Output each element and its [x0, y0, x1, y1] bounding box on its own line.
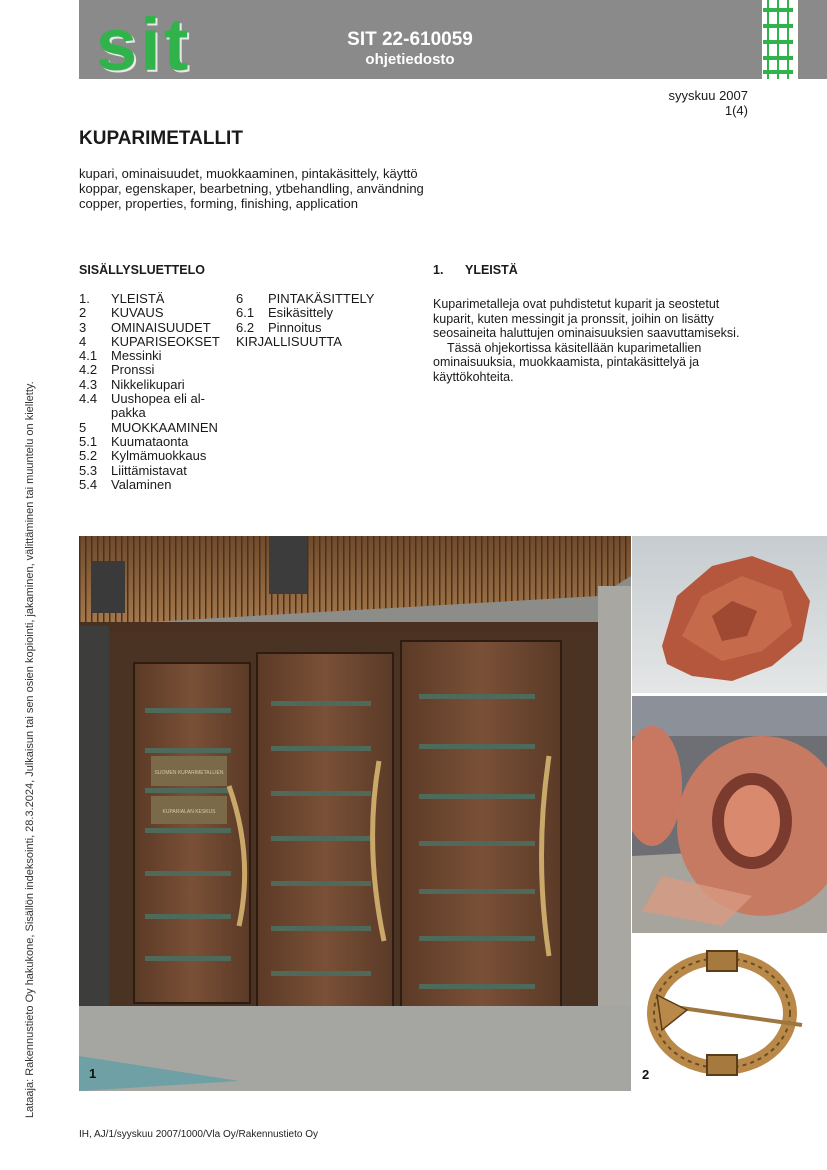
section-body: [433, 297, 749, 384]
toc-label: OMINAISUUDET: [111, 319, 211, 335]
page-number: 1(4): [724, 103, 748, 118]
document-code: SIT 22-610059: [347, 29, 473, 50]
toc-label: KIRJALLISUUTTA: [236, 333, 342, 349]
toc-label: Liittämistavat: [111, 462, 187, 478]
section-number: 1.: [433, 263, 444, 277]
copper-ore-photo: [632, 536, 827, 693]
paragraph: Kuparimetalleja ovat puhdistetut kuparit ja seostetut kuparit, kuten messingit ja pronssit, joihin on lisätty seosaineita haluttujen ominaisuuksien saavuttamiseksi.: [433, 297, 740, 340]
bronze-brooch-photo: [632, 935, 827, 1091]
toc-number: 5.2: [79, 448, 98, 464]
toc-item: [79, 378, 229, 392]
section-heading: [433, 263, 518, 277]
toc-label: Messinki: [111, 348, 162, 364]
toc-number: 4.1: [79, 348, 98, 364]
toc-label: MUOKKAAMINEN: [111, 419, 218, 435]
date-block: [669, 88, 749, 118]
copper-door-photo: [79, 536, 631, 1091]
keywords-swedish: koppar, egenskaper, bearbetning, ytbehandling, användning: [79, 181, 424, 196]
toc-item: [79, 449, 229, 463]
toc-number: 6: [236, 291, 244, 306]
toc-item: [79, 363, 229, 377]
toc-item: [79, 292, 229, 306]
toc-number: 6.1: [236, 305, 255, 321]
toc-number: 4.4: [79, 391, 98, 407]
toc-number: 4.2: [79, 362, 98, 378]
figure-2-number: 2: [642, 1067, 650, 1082]
toc-label: Pinnoitus: [268, 319, 322, 335]
toc-label: KUVAUS: [111, 305, 164, 321]
keywords-finnish: kupari, ominaisuudet, muokkaaminen, pintakäsittely, käyttö: [79, 166, 418, 181]
door-plaque-1: SUOMEN KUPARIMETALLIEN: [154, 770, 224, 776]
toc-item: [79, 392, 229, 421]
toc-item: [79, 349, 229, 363]
footer-imprint: IH, AJ/1/syyskuu 2007/1000/Vla Oy/Rakennustieto Oy: [79, 1129, 319, 1140]
sit-logo: sit: [96, 3, 192, 86]
toc-item: [79, 306, 229, 320]
toc-item: [79, 421, 229, 435]
toc-label: Valaminen: [111, 476, 172, 492]
toc-label: Kylmämuokkaus: [111, 448, 207, 464]
toc-number: 4.3: [79, 376, 98, 392]
toc-number: 2: [79, 305, 87, 321]
toc-item: [236, 306, 386, 320]
keywords: [79, 166, 424, 211]
toc-item: [79, 464, 229, 478]
toc-number: 5.3: [79, 462, 98, 478]
toc-label: Uushopea eli al-pakka: [111, 391, 205, 421]
paragraph: Tässä ohjekortissa käsitellään kuparimetallien ominaisuuksia, muokkaamista, pintakäsittelyä ja käyttökohteita.: [433, 340, 702, 384]
toc-label: Nikkelikupari: [111, 376, 185, 392]
toc-left-column: [79, 292, 229, 492]
toc-item: [236, 292, 386, 306]
toc-heading: SISÄLLYSLUETTELO: [79, 263, 205, 277]
door-plaque-2: KUPARIALAN KESKUS: [162, 809, 216, 815]
toc-item: [79, 435, 229, 449]
toc-label: PINTAKÄSITTELY: [268, 291, 375, 306]
figure-1-number: 1: [89, 1066, 97, 1081]
page-title: KUPARIMETALLIT: [79, 128, 243, 149]
toc-number: 5.4: [79, 476, 98, 492]
toc-number: 4: [79, 333, 87, 349]
issue-date: syyskuu 2007: [668, 88, 748, 103]
toc-item: [79, 478, 229, 492]
copper-coil-photo: [632, 696, 827, 933]
toc-right-column: [236, 292, 386, 349]
toc-number: 3: [79, 319, 87, 335]
toc-item: [236, 335, 386, 349]
toc-label: YLEISTÄ: [111, 291, 165, 306]
toc-label: Pronssi: [111, 362, 155, 378]
toc-number: 1.: [79, 291, 90, 306]
toc-label: KUPARISEOKSET: [111, 333, 220, 349]
toc-item: [79, 321, 229, 335]
toc-item: [79, 335, 229, 349]
keywords-english: copper, properties, forming, finishing, application: [79, 196, 358, 211]
download-notice: Lataaja: Rakennustieto Oy hakukone, Sisällön indeksointi, 28.3.2024, Julkaisun tai sen osien kopiointi, jakaminen, välittäminen tai muuntelu on kielletty.: [24, 381, 36, 1118]
toc-label: Kuumataonta: [111, 433, 189, 449]
section-title: YLEISTÄ: [465, 263, 518, 277]
document-type: ohjetiedosto: [365, 51, 455, 68]
toc-number: 5: [79, 419, 87, 435]
toc-number: 5.1: [79, 433, 98, 449]
rt-mark-icon: [762, 0, 798, 79]
toc-label: Esikäsittely: [268, 305, 334, 321]
toc-item: [236, 321, 386, 335]
toc-number: 6.2: [236, 319, 255, 335]
